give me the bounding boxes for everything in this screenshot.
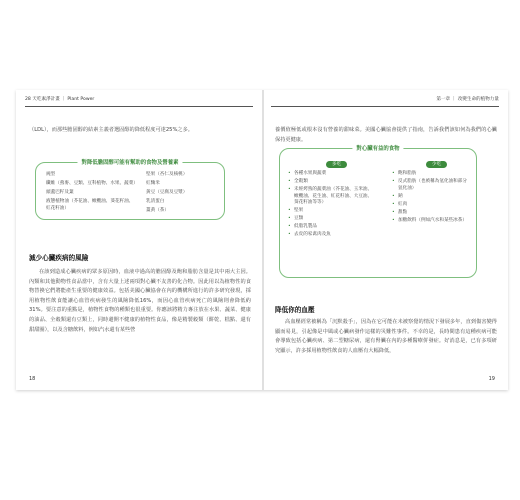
list-item: 紅麴米 (146, 181, 160, 186)
list-item: 液態植物油（芥花油、橄欖油、葵花籽油、紅花籽油） (46, 199, 134, 212)
running-header-left (25, 96, 253, 107)
list-item: • 全穀類 (288, 179, 374, 186)
list-item: • 飽和脂肪 (392, 171, 470, 178)
heart-foods-box (279, 148, 477, 278)
running-header-right (271, 96, 499, 107)
list-item: • 堅果 (288, 208, 374, 215)
intro-paragraph: （LDL），而那些膽固醇的結素主義者選固醇的降低程度可達25%之多。 (29, 127, 193, 133)
header-title: 28 天吃素淨計畫 ｜ Plant Power (25, 97, 95, 102)
book-gutter (262, 90, 264, 390)
list-item: 豌型 (46, 172, 56, 177)
list-item: • 加糖飲料（例如汽水和某些冰茶） (392, 218, 470, 225)
list-item: 頭蓋巴籽及葉 (46, 190, 74, 195)
list-item: • 紅肉 (392, 202, 470, 209)
list-item: 黃豆（豆腐及豆漿） (146, 190, 188, 195)
list-item: 薑黃（茶） (146, 208, 169, 213)
box-column-1 (46, 171, 136, 214)
book-spread (16, 90, 508, 390)
list-item: 纖維（燕麥、豆類、豆科植物、水果、蔬菜） (46, 181, 138, 186)
list-item: • 各種水果與蔬菜 (288, 171, 374, 178)
section-heading: 減少心臟疾病的風險 (29, 254, 89, 262)
section-body: 在該到造成心臟疾病的眾多原因時，血液中過高的膽固醇及飽和脂肪含量是其中兩大主因。內類和其他動物性食品當中，含有大量上述兩項對心臟不友善的化合物。因此用以為植物性的食物替換它們將能產生重要的健康效益。包括美國心臟協會在內的機構所進行的許多研究發現，採用植物性飲食能讓心血管疾病發生的風險降低16%，而因心血管疾病死亡的風險則會降低約31%。要注意的重點是，植物性食物的種類也很重要。你應該將精力專注放在水果、蔬菜、健康的油品、全穀類還有豆類上，同時避開不健康的植物性食品，像是精製穀類（餅乾、糕點、還有甜甜圈），以及含糖飲料，例如汽水還有某些營 (29, 269, 251, 333)
left-page (21, 90, 257, 390)
list-item: • 低脂乳製品 (288, 224, 374, 231)
page-number: 19 (488, 376, 495, 382)
list-item: • 反式脂肪（也被稱為氫化油和部分氫化油） (392, 179, 470, 192)
right-page (267, 90, 503, 390)
list-item: 堅果（杏仁及核桃） (146, 172, 188, 177)
eat-less-list (392, 171, 470, 226)
section-body: 高血壓經常被稱為「沉默殺手」，因為在它可能在未被察覺的情況下發展多年，直到傷害變得顯而易見，引起像是中風或心臟病發作這樣的災難性事件。不幸的是，長時間患有這種疾病可能會導致包括心臟疾病、第二型糖尿病，還有腎臟在內的多種醫療併發症。好消息是，已有多項研究顯示，許多採用植物性飲食的人血壓有大幅降低， (275, 319, 497, 354)
list-item: • 鈉 (392, 194, 470, 201)
box-column-2 (146, 171, 218, 216)
list-item: • 豆類 (288, 216, 374, 223)
list-item: • 去皮的家禽肉及魚 (288, 232, 374, 239)
box-title: 對降低膽固醇可能有幫助的食物及營養素 (77, 158, 182, 166)
intro-paragraph: 養價值極低或根本沒有營養的甜味菜。美國心臟協會提供了指南，告訴我們該如何為我們的心臟保持更健康。 (275, 127, 497, 143)
eat-more-badge: 多吃 (326, 161, 347, 168)
list-item: • 甜點 (392, 210, 470, 217)
chapter-title: 第一章 ｜ 改變生命的植物力量 (436, 97, 499, 102)
eat-less-badge: 少吃 (426, 161, 447, 168)
page-number: 18 (29, 376, 36, 382)
cholesterol-foods-box (35, 162, 225, 220)
box-title: 對心臟有益的食物 (352, 144, 403, 152)
list-item: • 未經烤熟的蔬菜油（芥花油、玉米油、橄欖油、花生油、紅花籽油、大豆油、葵花籽油等等） (288, 187, 374, 207)
eat-more-list (288, 171, 374, 240)
section-heading: 降低你的血壓 (275, 306, 315, 314)
list-item: 乳清蛋白 (146, 199, 165, 204)
